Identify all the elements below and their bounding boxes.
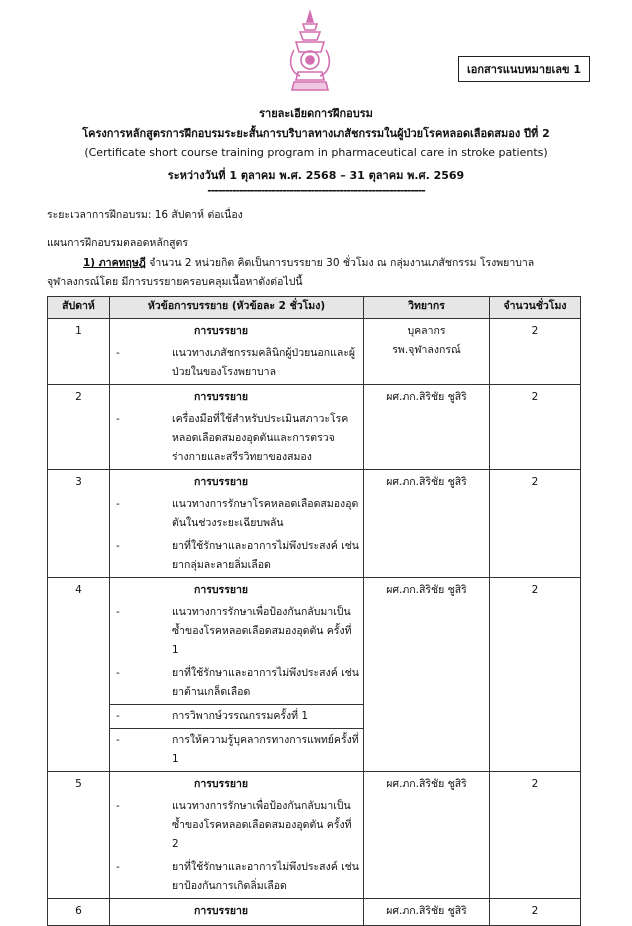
speaker-cell: บุคลากร รพ.จุฬาลงกรณ์ [364, 319, 490, 385]
week-cell: 4 [48, 578, 110, 772]
table-row [48, 319, 581, 385]
bullet-dash: - [116, 800, 120, 812]
bullet-dash: - [116, 498, 120, 510]
topic-item-text: แนวทางการรักษาเพื่อป้องกันกลับมาเป็นซ้ำของโรคหลอดเลือดสมองอุดตัน ครั้งที่ 2 [172, 800, 352, 850]
title-divider: ------------------------------------------------------------- [207, 184, 425, 197]
table-header-row [48, 297, 581, 319]
table-row [48, 772, 581, 899]
bullet-dash: - [116, 347, 120, 359]
hours-cell: 2 [490, 772, 581, 899]
training-period: ระหว่างวันที่ 1 ตุลาคม พ.ศ. 2568 – 31 ตุลาคม พ.ศ. 2569 [167, 169, 465, 182]
speaker-cell: ผศ.ภก.สิริชัย ชูสิริ [364, 470, 490, 578]
university-emblem-logo [284, 8, 336, 96]
topic-item [110, 601, 363, 662]
topic-item [110, 795, 363, 856]
training-duration: ระยะเวลาการฝึกอบรม: 16 สัปดาห์ ต่อเนื่อง [47, 209, 243, 221]
document-attachment-label: เอกสารแนบหมายเลข 1 [458, 56, 590, 82]
theory-paragraph [47, 254, 585, 292]
week-cell: 5 [48, 772, 110, 899]
theory-text: จำนวน 2 หน่วยกิต คิดเป็นการบรรยาย 30 ชั่วโมง ณ กลุ่มงานเภสัชกรรม โรงพยาบาลจุฬาลงกรณ์โดย มีการบรรยายครอบคลุมเนื้อหาดังต่อไปนี้ [47, 257, 535, 288]
hours-cell: 2 [490, 899, 581, 926]
hours-cell: 2 [490, 578, 581, 772]
topic-item [110, 856, 363, 898]
speaker-cell: ผศ.ภก.สิริชัย ชูสิริ [364, 772, 490, 899]
topic-item-text: การให้ความรู้บุคลากรทางการแพทย์ครั้งที่ 1 [172, 734, 359, 765]
topic-cell [110, 578, 364, 772]
topic-item-text: แนวทางการรักษาโรคหลอดเลือดสมองอุดตันในช่วงระยะเฉียบพลัน [172, 498, 359, 529]
speaker-cell: ผศ.ภก.สิริชัย ชูสิริ [364, 385, 490, 470]
program-title-thai: โครงการหลักสูตรการฝึกอบรมระยะสั้นการบริบาลทางเภสัชกรรมในผู้ป่วยโรคหลอดเลือดสมอง ปีที่ 2 [82, 127, 550, 140]
hours-cell: 2 [490, 319, 581, 385]
topic-heading: การบรรยาย [194, 778, 249, 790]
header-topic: หัวข้อการบรรยาย (หัวข้อละ 2 ชั่วโมง) [110, 297, 364, 319]
plan-heading: แผนการฝึกอบรมตลอดหลักสูตร [47, 237, 188, 249]
bullet-dash: - [116, 606, 120, 618]
topic-item [110, 493, 363, 535]
topic-item-text: แนวทางเภสัชกรรมคลินิกผู้ป่วยนอกและผู้ป่วยในของโรงพยาบาล [172, 347, 356, 378]
table-row [48, 899, 581, 926]
topic-cell [110, 385, 364, 470]
hours-cell: 2 [490, 470, 581, 578]
bullet-dash: - [116, 861, 120, 873]
page-title: รายละเอียดการฝึกอบรม [259, 107, 373, 120]
week-cell: 3 [48, 470, 110, 578]
bullet-dash: - [116, 667, 120, 679]
topic-item [110, 342, 363, 384]
theory-label: 1) ภาคทฤษฎี [83, 257, 146, 269]
topic-heading: การบรรยาย [194, 391, 249, 403]
table-row [48, 385, 581, 470]
topic-heading: การบรรยาย [194, 584, 249, 596]
header-speaker: วิทยากร [364, 297, 490, 319]
week-cell: 1 [48, 319, 110, 385]
topic-item-text: ยาที่ใช้รักษาและอาการไม่พึงประสงค์ เช่น ยากลุ่มละลายลิ่มเลือด [172, 540, 359, 571]
bullet-dash: - [116, 710, 120, 722]
header-week: สัปดาห์ [48, 297, 110, 319]
table-row [48, 470, 581, 578]
week-cell: 6 [48, 899, 110, 926]
topic-heading: การบรรยาย [194, 325, 249, 337]
topic-item-text: ยาที่ใช้รักษาและอาการไม่พึงประสงค์ เช่น ยาป้องกันการเกิดลิ่มเลือด [172, 861, 359, 892]
week-cell: 2 [48, 385, 110, 470]
topic-item [110, 408, 363, 469]
topic-item-text: ยาที่ใช้รักษาและอาการไม่พึงประสงค์ เช่น ยาต้านเกล็ดเลือด [172, 667, 359, 698]
topic-item [110, 662, 363, 704]
topic-item [110, 535, 363, 577]
speaker-cell: ผศ.ภก.สิริชัย ชูสิริ [364, 578, 490, 772]
header-hours: จำนวนชั่วโมง [490, 297, 581, 319]
table-row [48, 578, 581, 772]
topic-cell [110, 772, 364, 899]
topic-item-text: การวิพากษ์วรรณกรรมครั้งที่ 1 [172, 710, 309, 722]
program-title-english: (Certificate short course training program in pharmaceutical care in stroke patients) [84, 146, 548, 159]
lecture-schedule-table [47, 296, 581, 926]
bullet-dash: - [116, 734, 120, 746]
speaker-cell: ผศ.ภก.สิริชัย ชูสิริ [364, 899, 490, 926]
topic-cell [110, 319, 364, 385]
bullet-dash: - [116, 413, 120, 425]
bullet-dash: - [116, 540, 120, 552]
topic-heading: การบรรยาย [194, 476, 249, 488]
topic-cell [110, 470, 364, 578]
topic-item-boxed [110, 728, 363, 771]
topic-item-text: แนวทางการรักษาเพื่อป้องกันกลับมาเป็นซ้ำของโรคหลอดเลือดสมองอุดตัน ครั้งที่ 1 [172, 606, 352, 656]
topic-cell [110, 899, 364, 926]
hours-cell: 2 [490, 385, 581, 470]
topic-heading: การบรรยาย [194, 905, 249, 917]
topic-item-boxed [110, 704, 363, 728]
topic-item-text: เครื่องมือที่ใช้สำหรับประเมินสภาวะโรคหลอดเลือดสมองอุดตันและการตรวจร่างกายและสรีรวิทยาของสมอง [172, 413, 349, 463]
